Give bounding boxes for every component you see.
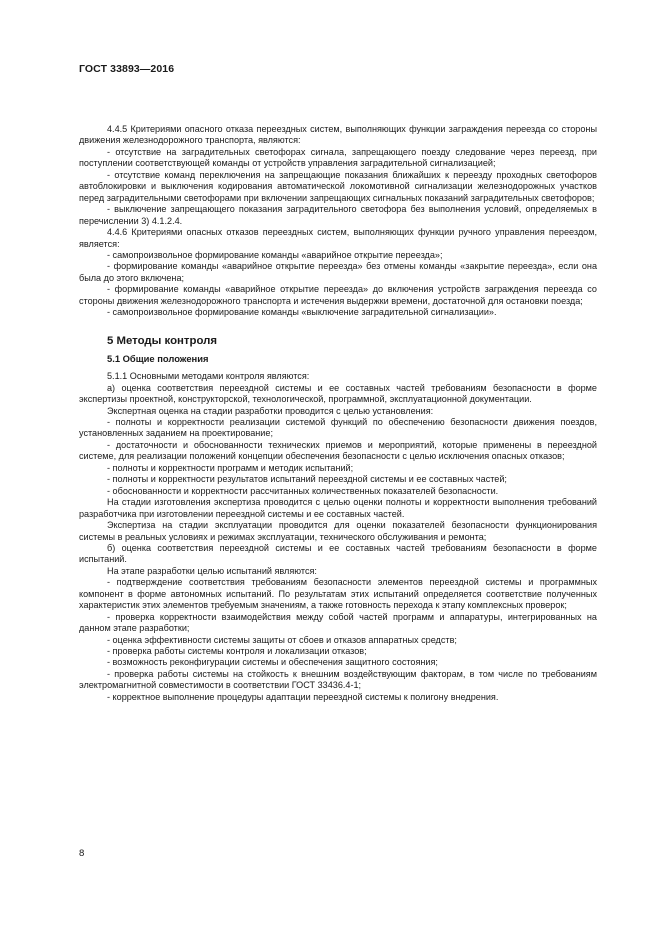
list-item: - формирование команды «аварийное открытие переезда» до включения устройств заграждения переезда со стороны движения железнодорожного транспорта и истечения выдержки времени, достаточной для остановки поезда;: [79, 284, 597, 306]
paragraph: 5.1.1 Основными методами контроля являются:: [107, 371, 310, 382]
list-item: - полноты и корректности реализации системой функций по обеспечению безопасности движения поездов, установленных заданием на проектирование;: [79, 416, 597, 439]
paragraph: б) оценка соответствия переездной системы и ее составных частей требованиям безопасности в форме испытаний.: [79, 542, 597, 565]
list-item: - отсутствие команд переключения на запрещающие показания ближайших к переезду проходных светофоров автоблокировки и выключения кодирования автоматической локомотивной сигнализации железнодорожных участков перед заградительными светофорами при включении запрещающих сигнальных показаний заградительных светофоров;: [79, 169, 597, 203]
paragraph: 4.4.5 Критериями опасного отказа переездных систем, выполняющих функции заграждения переезда со стороны движения железнодорожного транспорта, являются:: [79, 124, 597, 146]
section-title: 5 Методы контроля: [107, 334, 218, 347]
paragraph: Экспертная оценка на стадии разработки проводится с целью установления:: [107, 405, 434, 416]
list-item: - самопроизвольное формирование команды «аварийное открытие переезда»;: [107, 249, 443, 260]
list-item: - проверка работы системы контроля и локализации отказов;: [107, 646, 367, 657]
list-item: - полноты и корректности результатов испытаний переездной системы и ее составных частей;: [107, 474, 507, 485]
list-item: - проверка корректности взаимодействия между собой частей программ и аппаратуры, интегрированных на данном этапе разработки;: [79, 611, 597, 634]
list-item: - формирование команды «аварийное открытие переезда» без отмены команды «закрытие переезда», если она была до этого включена;: [79, 261, 597, 283]
paragraph: На этапе разработки целью испытаний являются:: [107, 565, 317, 576]
paragraph: а) оценка соответствия переездной системы и ее составных частей требованиям безопасности в форме экспертизы проектной, конструкторской, технологической, программной, эксплуатационной документации.: [79, 382, 597, 405]
list-item: - оценка эффективности системы защиты от сбоев и отказов аппаратных средств;: [107, 634, 457, 645]
list-item: - самопроизвольное формирование команды «выключение заградительной сигнализации».: [107, 307, 497, 318]
list-item: - достаточности и обоснованности технических приемов и мероприятий, которые применены в переездной системе, для реализации положений концепции обеспечения безопасности с целью исключения опасных отказов;: [79, 439, 597, 462]
list-item: - корректное выполнение процедуры адаптации переездной системы к полигону внедрения.: [107, 691, 499, 702]
list-item: - подтверждение соответствия требованиям безопасности элементов переездной системы и программных компонент в форме автономных испытаний. По результатам этих испытаний определяется соответствие полученных характеристик этих элементов требуемым значениям, а также готовность перехода к этапу комплексных проверок;: [79, 577, 597, 611]
paragraph: 4.4.6 Критериями опасных отказов переездных систем, выполняющих функции ручного управления переездом, является:: [79, 227, 597, 249]
list-item: - обоснованности и корректности рассчитанных количественных показателей безопасности.: [107, 485, 499, 496]
document-header: ГОСТ 33893—2016: [79, 63, 175, 75]
document-body: [79, 124, 597, 703]
page-number: 8: [79, 848, 85, 859]
list-item: - возможность реконфигурации системы и обеспечения защитного состояния;: [107, 657, 438, 668]
list-item: - отсутствие на заградительных светофорах сигнала, запрещающего поезду следование через переезд, при поступлении соответствующей команды от устройств управления заградительной сигнализацией;: [79, 146, 597, 169]
paragraph: На стадии изготовления экспертиза проводится с целью оценки полноты и корректности выполнения требований разработчика при изготовлении переездной системы и ее составных частей.: [79, 497, 597, 519]
paragraph: Экспертиза на стадии эксплуатации проводится для оценки показателей безопасности функционирования системы в реальных условиях и режимах эксплуатации, технического обслуживания и ремонта;: [79, 520, 597, 542]
list-item: - полноты и корректности программ и методик испытаний;: [107, 462, 354, 473]
list-item: - проверка работы системы на стойкость к внешним воздействующим факторам, в том числе по требованиям электромагнитной совместимости в соответствии ГОСТ 33436.4-1;: [79, 668, 597, 691]
list-item: - выключение запрещающего показания заградительного светофора без выполнения условий, определяемых в перечислении 3) 4.1.2.4.: [79, 204, 597, 226]
subsection-title: 5.1 Общие положения: [107, 352, 209, 364]
